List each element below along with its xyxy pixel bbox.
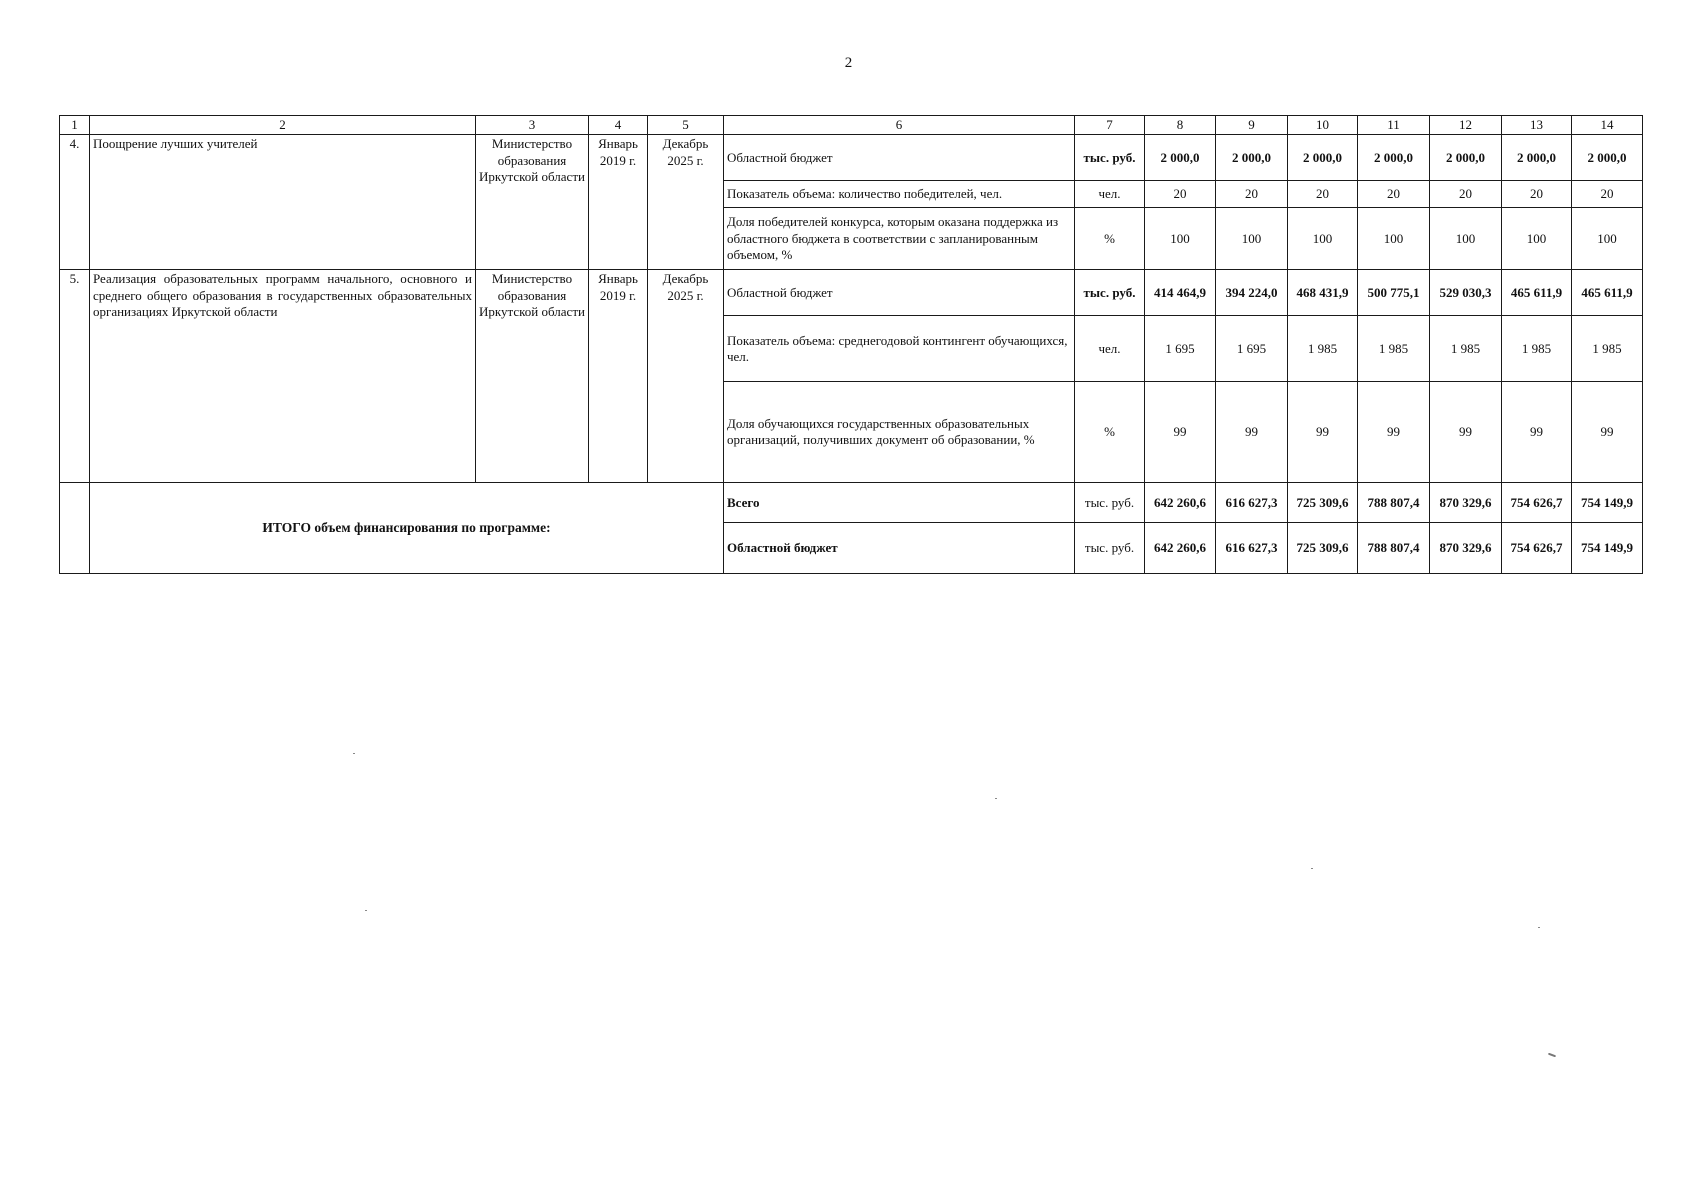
scan-speck bbox=[1548, 1053, 1556, 1058]
unit: % bbox=[1075, 382, 1145, 483]
value-cell: 20 bbox=[1358, 181, 1430, 208]
value-cell: 1 985 bbox=[1502, 316, 1572, 382]
column-number-cell: 4 bbox=[589, 116, 648, 135]
value-cell: 100 bbox=[1216, 208, 1288, 270]
end-date: Декабрь 2025 г. bbox=[648, 270, 724, 483]
value-cell: 465 611,9 bbox=[1502, 270, 1572, 316]
value-cell: 99 bbox=[1572, 382, 1643, 483]
value-cell: 870 329,6 bbox=[1430, 523, 1502, 574]
value-cell: 465 611,9 bbox=[1572, 270, 1643, 316]
unit: чел. bbox=[1075, 316, 1145, 382]
value-cell: 99 bbox=[1502, 382, 1572, 483]
column-number-header-row bbox=[60, 116, 1643, 135]
total-line-label: Областной бюджет bbox=[724, 523, 1075, 574]
total-number-cell bbox=[60, 483, 90, 574]
value-cell: 1 985 bbox=[1288, 316, 1358, 382]
column-number-cell: 1 bbox=[60, 116, 90, 135]
total-row bbox=[60, 483, 1643, 523]
scan-speck bbox=[1538, 927, 1540, 928]
end-date: Декабрь 2025 г. bbox=[648, 135, 724, 270]
value-cell: 1 985 bbox=[1430, 316, 1502, 382]
value-cell: 99 bbox=[1145, 382, 1216, 483]
value-cell: 99 bbox=[1288, 382, 1358, 483]
value-cell: 725 309,6 bbox=[1288, 483, 1358, 523]
value-cell: 1 695 bbox=[1216, 316, 1288, 382]
table-row bbox=[60, 135, 1643, 181]
program-table bbox=[59, 115, 1643, 574]
value-cell: 99 bbox=[1216, 382, 1288, 483]
value-cell: 100 bbox=[1572, 208, 1643, 270]
scan-speck bbox=[353, 753, 355, 754]
value-cell: 2 000,0 bbox=[1572, 135, 1643, 181]
column-number-cell: 10 bbox=[1288, 116, 1358, 135]
value-cell: 20 bbox=[1572, 181, 1643, 208]
value-cell: 20 bbox=[1288, 181, 1358, 208]
value-cell: 20 bbox=[1502, 181, 1572, 208]
start-date: Январь 2019 г. bbox=[589, 135, 648, 270]
value-cell: 754 149,9 bbox=[1572, 523, 1643, 574]
column-number-cell: 5 bbox=[648, 116, 724, 135]
row-number: 5. bbox=[60, 270, 90, 483]
value-cell: 99 bbox=[1358, 382, 1430, 483]
value-cell: 2 000,0 bbox=[1288, 135, 1358, 181]
value-cell: 100 bbox=[1288, 208, 1358, 270]
column-number-cell: 11 bbox=[1358, 116, 1430, 135]
value-cell: 500 775,1 bbox=[1358, 270, 1430, 316]
indicator-label: Показатель объема: среднегодовой контингент обучающихся, чел. bbox=[724, 316, 1075, 382]
value-cell: 870 329,6 bbox=[1430, 483, 1502, 523]
value-cell: 2 000,0 bbox=[1358, 135, 1430, 181]
column-number-cell: 7 bbox=[1075, 116, 1145, 135]
value-cell: 394 224,0 bbox=[1216, 270, 1288, 316]
value-cell: 99 bbox=[1430, 382, 1502, 483]
value-cell: 20 bbox=[1216, 181, 1288, 208]
value-cell: 100 bbox=[1430, 208, 1502, 270]
scan-speck bbox=[995, 798, 997, 799]
unit: чел. bbox=[1075, 181, 1145, 208]
total-label: ИТОГО объем финансирования по программе: bbox=[90, 483, 724, 574]
table-row bbox=[60, 270, 1643, 316]
unit: тыс. руб. bbox=[1075, 483, 1145, 523]
value-cell: 788 807,4 bbox=[1358, 523, 1430, 574]
value-cell: 100 bbox=[1145, 208, 1216, 270]
column-number-cell: 14 bbox=[1572, 116, 1643, 135]
value-cell: 2 000,0 bbox=[1502, 135, 1572, 181]
total-line-label: Всего bbox=[724, 483, 1075, 523]
column-number-cell: 2 bbox=[90, 116, 476, 135]
indicator-label: Доля победителей конкурса, которым оказана поддержка из областного бюджета в соответствии с запланированным объемом, % bbox=[724, 208, 1075, 270]
value-cell: 2 000,0 bbox=[1216, 135, 1288, 181]
column-number-cell: 8 bbox=[1145, 116, 1216, 135]
value-cell: 20 bbox=[1430, 181, 1502, 208]
value-cell: 754 626,7 bbox=[1502, 483, 1572, 523]
activity-name: Реализация образовательных программ начального, основного и среднего общего образования в государственных образовательных организациях Иркутской области bbox=[90, 270, 476, 483]
value-cell: 20 bbox=[1145, 181, 1216, 208]
row-number: 4. bbox=[60, 135, 90, 270]
value-cell: 1 985 bbox=[1358, 316, 1430, 382]
column-number-cell: 9 bbox=[1216, 116, 1288, 135]
value-cell: 1 985 bbox=[1572, 316, 1643, 382]
value-cell: 100 bbox=[1502, 208, 1572, 270]
column-number-cell: 12 bbox=[1430, 116, 1502, 135]
value-cell: 2 000,0 bbox=[1145, 135, 1216, 181]
value-cell: 725 309,6 bbox=[1288, 523, 1358, 574]
column-number-cell: 6 bbox=[724, 116, 1075, 135]
page-number: 2 bbox=[844, 55, 853, 71]
executor: Министерство образования Иркутской области bbox=[476, 135, 589, 270]
value-cell: 414 464,9 bbox=[1145, 270, 1216, 316]
value-cell: 616 627,3 bbox=[1216, 523, 1288, 574]
unit: тыс. руб. bbox=[1075, 523, 1145, 574]
scan-speck bbox=[1311, 868, 1313, 869]
value-cell: 1 695 bbox=[1145, 316, 1216, 382]
start-date: Январь 2019 г. bbox=[589, 270, 648, 483]
value-cell: 642 260,6 bbox=[1145, 523, 1216, 574]
activity-name: Поощрение лучших учителей bbox=[90, 135, 476, 270]
value-cell: 754 626,7 bbox=[1502, 523, 1572, 574]
column-number-cell: 13 bbox=[1502, 116, 1572, 135]
value-cell: 754 149,9 bbox=[1572, 483, 1643, 523]
value-cell: 616 627,3 bbox=[1216, 483, 1288, 523]
unit: тыс. руб. bbox=[1075, 135, 1145, 181]
value-cell: 788 807,4 bbox=[1358, 483, 1430, 523]
value-cell: 2 000,0 bbox=[1430, 135, 1502, 181]
indicator-label: Областной бюджет bbox=[724, 135, 1075, 181]
value-cell: 100 bbox=[1358, 208, 1430, 270]
value-cell: 642 260,6 bbox=[1145, 483, 1216, 523]
indicator-label: Показатель объема: количество победителей, чел. bbox=[724, 181, 1075, 208]
unit: тыс. руб. bbox=[1075, 270, 1145, 316]
indicator-label: Областной бюджет bbox=[724, 270, 1075, 316]
indicator-label: Доля обучающихся государственных образовательных организаций, получивших документ об образовании, % bbox=[724, 382, 1075, 483]
unit: % bbox=[1075, 208, 1145, 270]
executor: Министерство образования Иркутской области bbox=[476, 270, 589, 483]
value-cell: 529 030,3 bbox=[1430, 270, 1502, 316]
scan-speck bbox=[365, 910, 367, 911]
column-number-cell: 3 bbox=[476, 116, 589, 135]
value-cell: 468 431,9 bbox=[1288, 270, 1358, 316]
